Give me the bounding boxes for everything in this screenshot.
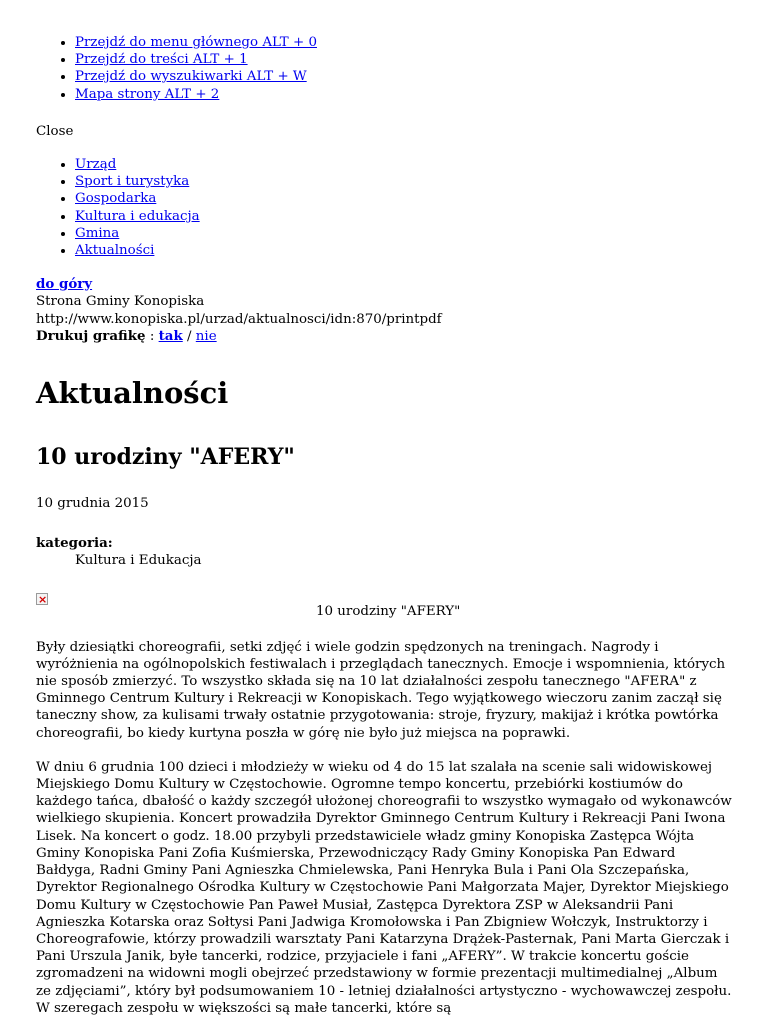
skip-to-content-link[interactable]: Przejdź do treści ALT + 1: [75, 52, 248, 68]
close-button[interactable]: Close: [36, 123, 74, 139]
menu-link-sport[interactable]: Sport i turystyka: [75, 174, 190, 190]
category-value: Kultura i Edukacja: [75, 553, 202, 569]
menu-link-gmina[interactable]: Gmina: [75, 225, 120, 241]
skip-link-item: [75, 51, 736, 68]
sitemap-link[interactable]: Mapa strony ALT + 2: [75, 86, 220, 102]
menu-item: [75, 156, 736, 173]
page-content: [36, 0, 736, 1017]
main-menu: [36, 156, 736, 259]
skip-to-main-menu-link[interactable]: Przejdź do menu głównego ALT + 0: [75, 35, 317, 50]
image-caption: 10 urodziny "AFERY": [316, 603, 461, 619]
print-graphics-yes-link[interactable]: tak: [158, 327, 183, 344]
menu-item: [75, 190, 736, 207]
article-category: [36, 535, 736, 569]
back-to-top: [36, 276, 736, 293]
print-graphics-row: [36, 328, 736, 345]
broken-image-icon: ×: [38, 592, 48, 606]
article-paragraph-2: W dniu 6 grudnia 100 dzieci i młodzieży w wieku od 4 do 15 lat szalała na scenie sali widowiskowej Miejskiego Domu Kultury w Częstochowie. Ogromne tempo koncertu, przebiórki kostiumów do każdego tańca, dbałość o każdy szczegół ułożonej choreografii to wszystko wymagało od wykonawców wielkiego skupienia. Koncert prowadziła Dyrektor Gminnego Centrum Kultury i Rekreacji Pani Iwona Lisek. Na koncert o godz. 18.00 przybyli przedstawiciele władz gminy Konopiska Zastępca Wójta Gminy Konopiska Pani Zofia Kuśmierska, Przewodniczący Rady Gminy Konopiska Pan Edward Bałdyga, Radni Gminy Pani Agnieszka Chmielewska, Pani Henryka Bula i Pani Ola Szczepańska, Dyrektor Regionalnego Ośrodka Kultury w Częstochowie Pani Małgorzata Majer, Dyrektor Miejskiego Domu Kultury w Częstochowie Pan Paweł Musiał, Zastępca Dyrektora ZSP w Aleksandrii Pani Agnieszka Kotarska oraz Sołtysi Pani Jadwiga Kromołowska i Pan Zbigniew Wołczyk, Instruktorzy i Choreografowie, którzy prowadzili warsztaty Pani Katarzyna Drążek-Pasternak, Pani Marta Gierczak i Pani Urszula Janik, byłe tancerki, rodzice, przyjaciele i fani „AFERY”. W trakcie koncertu goście zgromadzeni na widowni mogli obejrzeć przedstawiony w formie prezentacji multimedialnej „Album ze zdjęciami”, który był podsumowaniem 10 - letniej działalności artystyczno - wychowawczej zespołu. W szeregach zespołu w większości są małe tancerki, które są: [36, 759, 732, 1016]
print-graphics-separator: :: [149, 328, 155, 344]
menu-item: [75, 208, 736, 225]
section-title: Aktualności: [36, 376, 229, 411]
article-date: 10 grudnia 2015: [36, 496, 149, 512]
menu-link-gospodarka[interactable]: Gospodarka: [75, 191, 157, 207]
article-title: 10 urodziny "AFERY": [36, 444, 295, 471]
category-label: kategoria:: [36, 535, 113, 552]
menu-item: [75, 225, 736, 242]
skip-links: [36, 34, 736, 103]
article-paragraph-1: Były dziesiątki choreografii, setki zdjęć i wiele godzin spędzonych na treningach. Nagrody i wyróżnienia na ogólnopolskich festiwalach i przeglądach tanecznych. Emocje i wspomnienia, których nie sposób zmierzyć. To wszystko składa się na 10 lat działalności zespołu tanecznego "AFERA" z Gminnego Centrum Kultury i Rekreacji w Konopiskach. Tego wyjątkowego wieczoru zanim zaczął się taneczny show, za kulisami trwały ostatnie przygotowania: stroje, fryzury, makijaż i krótka powtórka choreografii, bo kiedy kurtyna poszła w górę nie było już miejsca na poprawki.: [36, 639, 726, 741]
print-graphics-slash: /: [187, 328, 192, 344]
article-image: [36, 593, 736, 629]
print-graphics-label: Drukuj grafikę: [36, 327, 146, 344]
skip-link-item: [75, 86, 736, 103]
skip-to-search-link[interactable]: Przejdź do wyszukiwarki ALT + W: [75, 69, 307, 85]
skip-link-item: [75, 68, 736, 85]
menu-item: [75, 242, 736, 259]
print-url: http://www.konopiska.pl/urzad/aktualnosci/idn:870/printpdf: [36, 311, 442, 327]
site-name: Strona Gminy Konopiska: [36, 294, 205, 310]
menu-link-urzad[interactable]: Urząd: [75, 157, 117, 173]
menu-link-kultura[interactable]: Kultura i edukacja: [75, 208, 200, 224]
menu-link-aktualnosci[interactable]: Aktualności: [75, 243, 155, 259]
print-graphics-no-link[interactable]: nie: [195, 328, 217, 344]
back-to-top-link[interactable]: do góry: [36, 276, 93, 293]
skip-link-item: [75, 34, 736, 51]
menu-item: [75, 173, 736, 190]
